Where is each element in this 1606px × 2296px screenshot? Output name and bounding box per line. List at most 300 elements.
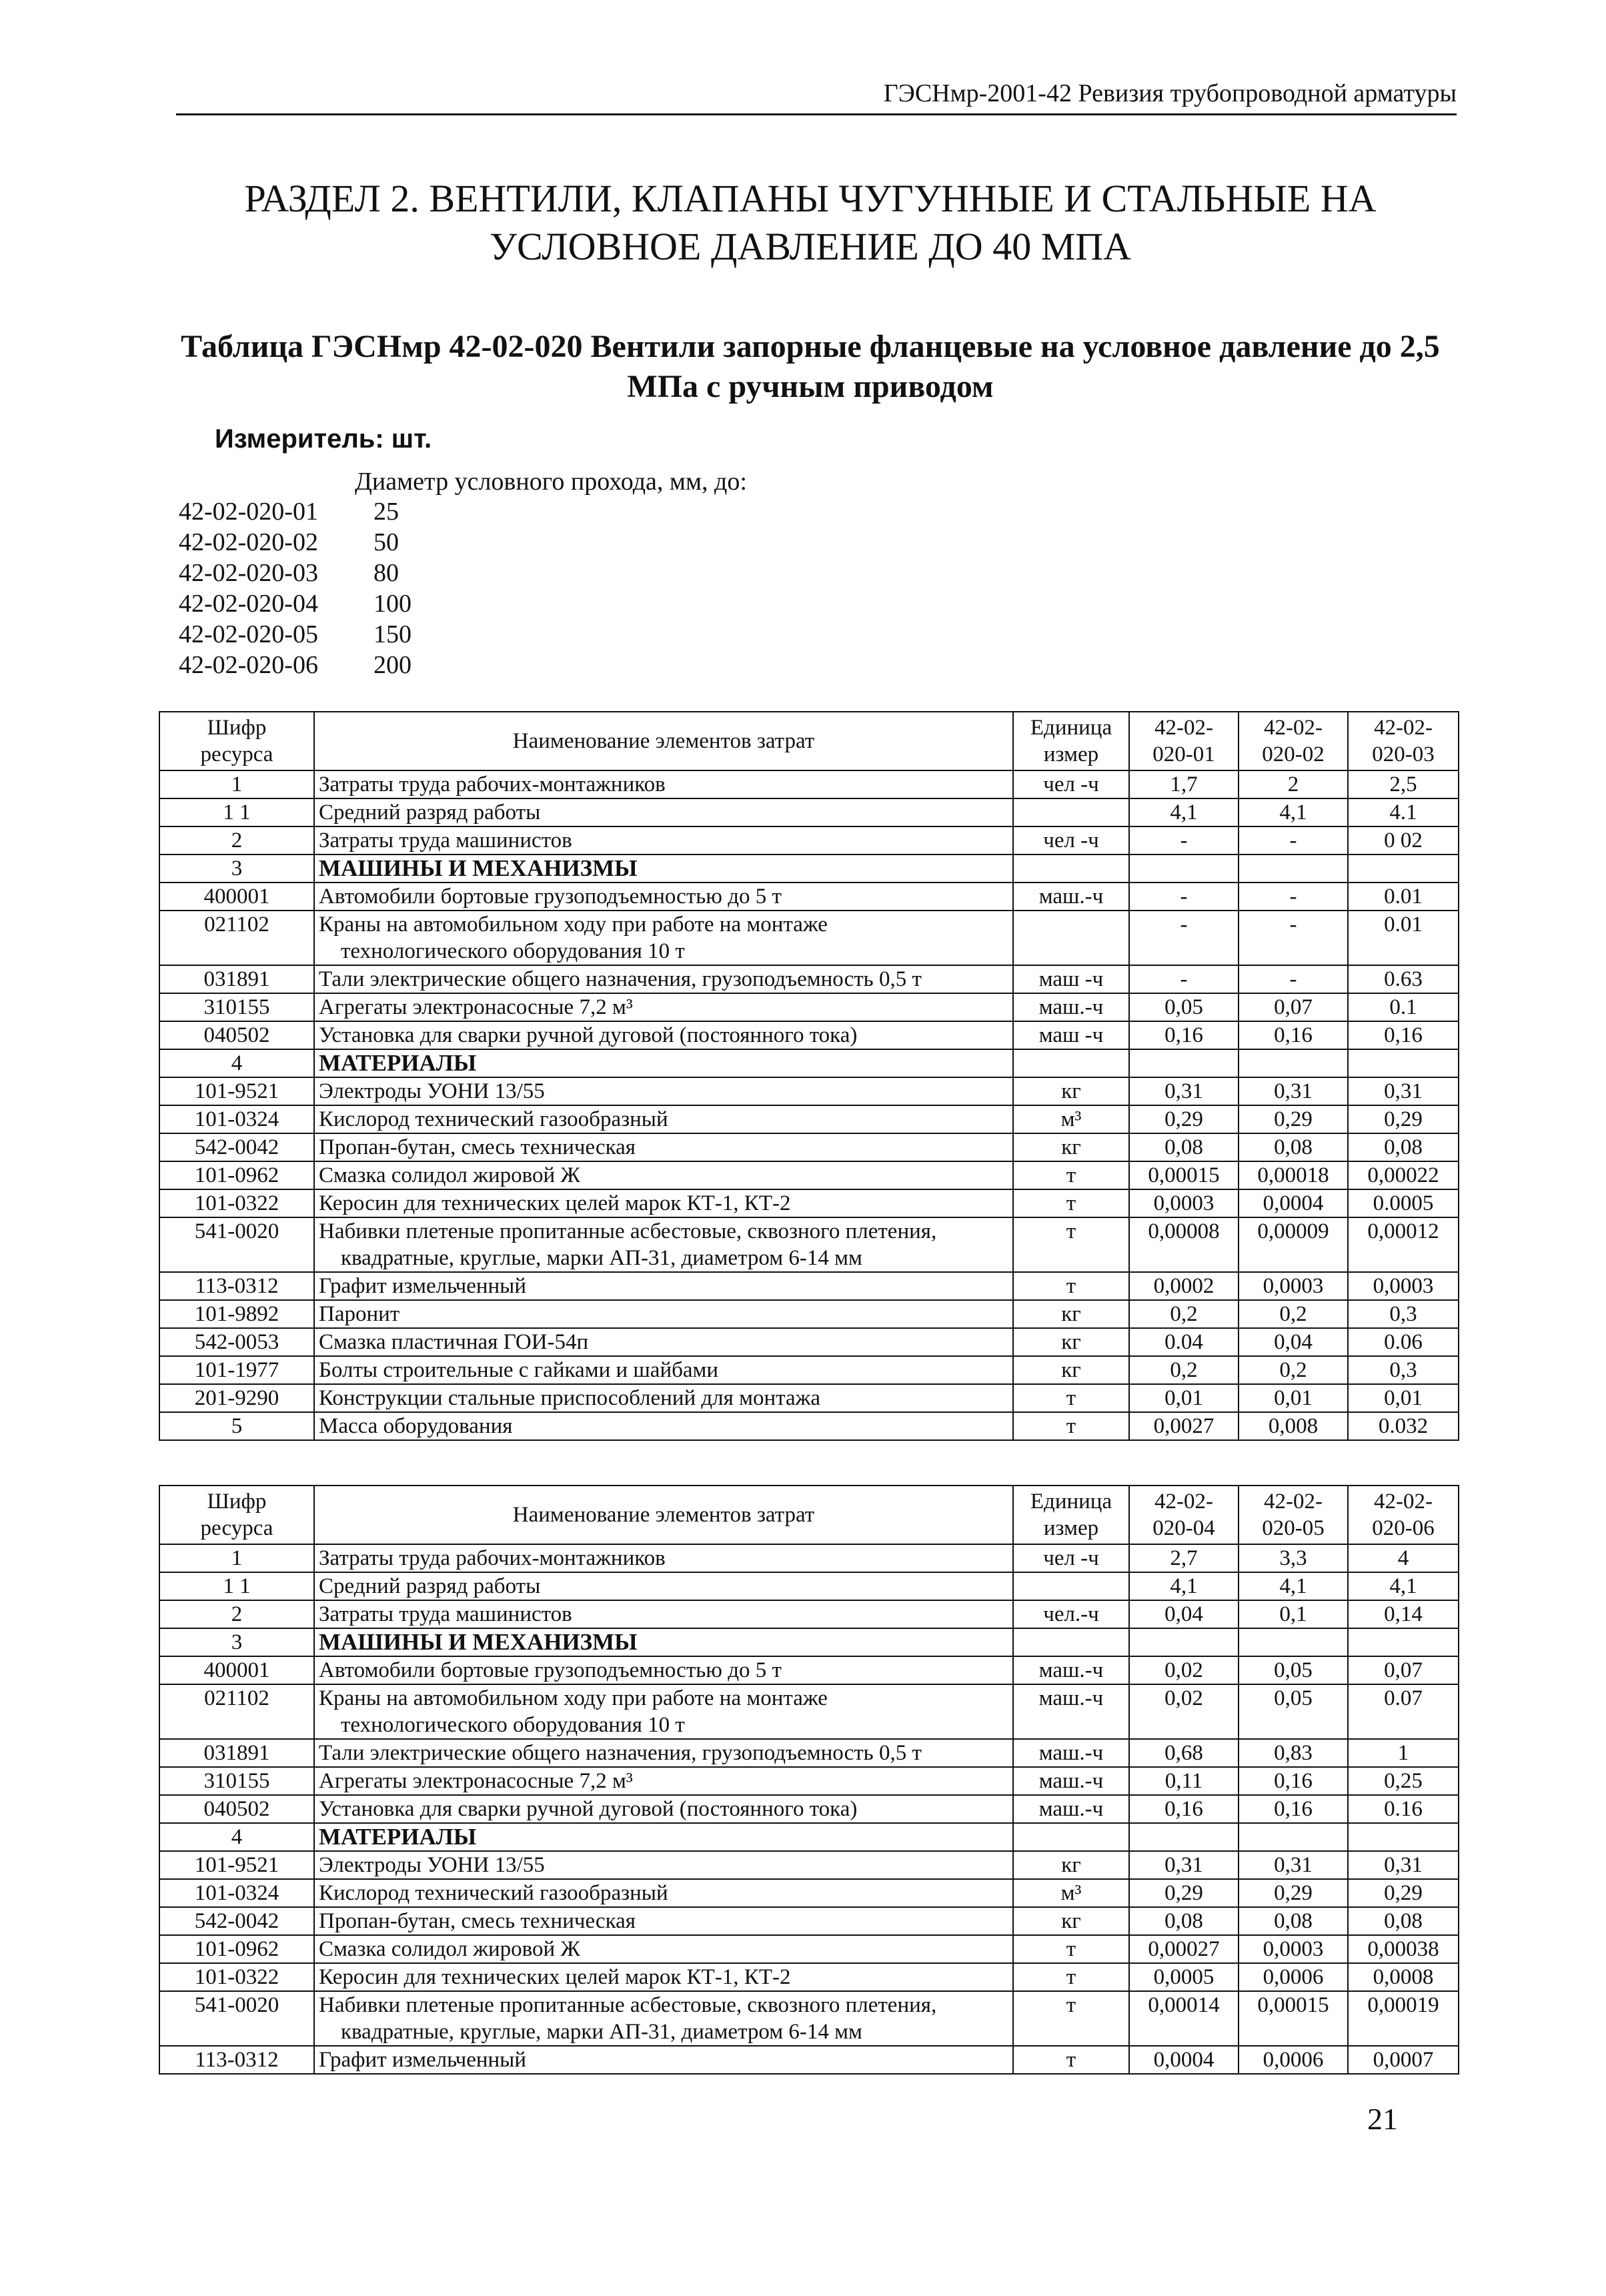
cost-element-name: МАШИНЫ И МЕХАНИЗМЫ	[314, 1628, 1013, 1656]
unit-cell: кг	[1013, 1300, 1129, 1328]
cost-element-name: Краны на автомобильном ходу при работе на монтаже технологического оборудования 10 т	[314, 911, 1013, 965]
column-header: 42-02- 020-06	[1348, 1486, 1459, 1544]
value-cell: 0 02	[1348, 826, 1459, 854]
value-cell: 0,08	[1129, 1133, 1239, 1161]
value-cell: 4,1	[1239, 798, 1348, 826]
unit-cell: маш -ч	[1013, 1021, 1129, 1049]
table-row	[159, 826, 1459, 854]
resource-table-1	[159, 711, 1459, 1441]
value-cell: -	[1239, 826, 1348, 854]
resource-code: 3	[159, 854, 314, 883]
value-cell	[1129, 1823, 1239, 1851]
diameter-caption: Диаметр условного прохода, мм, до:	[355, 468, 747, 496]
code-id: 42-02-020-03	[179, 559, 318, 587]
cost-element-name: Автомобили бортовые грузоподъемностью до 5 т	[314, 883, 1013, 911]
value-cell: 0,83	[1239, 1739, 1348, 1767]
resource-code: 031891	[159, 965, 314, 993]
table-row	[159, 1021, 1459, 1049]
code-row	[179, 650, 412, 680]
value-cell: 0,00014	[1129, 1991, 1239, 2046]
cost-element-name: Смазка солидол жировой Ж	[314, 1161, 1013, 1189]
unit-cell: т	[1013, 1161, 1129, 1189]
table-row	[159, 1189, 1459, 1217]
cost-element-name: Набивки плетеные пропитанные асбестовые, сквозного плетения, квадратные, круглые, марки АП-31, диаметром 6-14 мм	[314, 1217, 1013, 1272]
resource-code: 1	[159, 1544, 314, 1572]
unit-cell: чел -ч	[1013, 1544, 1129, 1572]
value-cell: 4,1	[1129, 1572, 1239, 1600]
cost-element-name: Затраты труда машинистов	[314, 826, 1013, 854]
unit-cell: кг	[1013, 1133, 1129, 1161]
value-cell: 4	[1348, 1544, 1459, 1572]
value-cell: 0.04	[1129, 1328, 1239, 1356]
cost-element-name: МАТЕРИАЛЫ	[314, 1823, 1013, 1851]
cost-element-name: Затраты труда рабочих-монтажников	[314, 770, 1013, 798]
value-cell: 0,25	[1348, 1767, 1459, 1795]
table-row	[159, 1739, 1459, 1767]
unit-cell	[1013, 854, 1129, 883]
value-cell: 0,01	[1348, 1384, 1459, 1412]
value-cell: 4,1	[1348, 1572, 1459, 1600]
value-cell: 0,02	[1129, 1656, 1239, 1684]
resource-code: 040502	[159, 1795, 314, 1823]
cost-element-name: Средний разряд работы	[314, 798, 1013, 826]
cost-element-name: Паронит	[314, 1300, 1013, 1328]
table-row	[159, 911, 1459, 965]
value-cell: -	[1129, 826, 1239, 854]
cost-element-name: Пропан-бутан, смесь техническая	[314, 1133, 1013, 1161]
table-row	[159, 1907, 1459, 1935]
value-cell: 0,00015	[1129, 1161, 1239, 1189]
table-row	[159, 1851, 1459, 1879]
table-row	[159, 965, 1459, 993]
cost-element-name: Агрегаты электронасосные 7,2 м³	[314, 1767, 1013, 1795]
cost-element-name: Средний разряд работы	[314, 1572, 1013, 1600]
value-cell: 0,00022	[1348, 1161, 1459, 1189]
table-row	[159, 1795, 1459, 1823]
value-cell: 0,29	[1348, 1105, 1459, 1133]
value-cell: 0,00019	[1348, 1991, 1459, 2046]
cost-element-name: Болты строительные с гайками и шайбами	[314, 1356, 1013, 1384]
resource-code: 031891	[159, 1739, 314, 1767]
code-value: 25	[373, 498, 399, 526]
code-id: 42-02-020-06	[179, 651, 318, 679]
resource-code: 101-0962	[159, 1935, 314, 1963]
value-cell: 0,0003	[1239, 1272, 1348, 1300]
value-cell: -	[1129, 965, 1239, 993]
value-cell: -	[1239, 965, 1348, 993]
resource-code: 101-0324	[159, 1879, 314, 1907]
table-row	[159, 1600, 1459, 1628]
resource-code: 1	[159, 770, 314, 798]
section-title	[160, 175, 1461, 271]
value-cell: 0,0003	[1129, 1189, 1239, 1217]
value-cell: 0,0004	[1239, 1189, 1348, 1217]
table-row	[159, 1991, 1459, 2046]
value-cell: 0,29	[1129, 1879, 1239, 1907]
value-cell: 2,5	[1348, 770, 1459, 798]
value-cell: 0,31	[1348, 1077, 1459, 1105]
unit-cell: маш -ч	[1013, 965, 1129, 993]
cost-element-name: Затраты труда рабочих-монтажников	[314, 1544, 1013, 1572]
value-cell: 0,00008	[1129, 1217, 1239, 1272]
value-cell	[1348, 1628, 1459, 1656]
table-row	[159, 798, 1459, 826]
table-section-row	[159, 1823, 1459, 1851]
resource-code: 040502	[159, 1021, 314, 1049]
cost-element-name: Набивки плетеные пропитанные асбестовые, сквозного плетения, квадратные, круглые, марки АП-31, диаметром 6-14 мм	[314, 1991, 1013, 2046]
cost-element-name: Агрегаты электронасосные 7,2 м³	[314, 993, 1013, 1021]
unit-cell: т	[1013, 1384, 1129, 1412]
unit-cell	[1013, 798, 1129, 826]
table-section-row	[159, 854, 1459, 883]
code-row	[179, 527, 412, 558]
code-value: 150	[373, 620, 412, 648]
code-list	[179, 496, 412, 680]
resource-code: 400001	[159, 883, 314, 911]
cost-element-name: Установка для сварки ручной дуговой (постоянного тока)	[314, 1795, 1013, 1823]
value-cell: 0,16	[1129, 1021, 1239, 1049]
resource-code: 021102	[159, 1684, 314, 1739]
cost-element-name: Электроды УОНИ 13/55	[314, 1077, 1013, 1105]
value-cell: 0,07	[1348, 1656, 1459, 1684]
cost-element-name: Графит измельченный	[314, 2046, 1013, 2074]
resource-code: 101-9521	[159, 1851, 314, 1879]
resource-code: 101-0322	[159, 1963, 314, 1991]
code-row	[179, 619, 412, 650]
table-title	[160, 327, 1461, 407]
value-cell: 0,008	[1239, 1412, 1348, 1440]
code-value: 100	[373, 590, 412, 618]
unit-cell: кг	[1013, 1907, 1129, 1935]
resource-code: 201-9290	[159, 1384, 314, 1412]
cost-element-name: Конструкции стальные приспособлений для монтажа	[314, 1384, 1013, 1412]
value-cell	[1239, 1628, 1348, 1656]
value-cell: 0,08	[1129, 1907, 1239, 1935]
table-row	[159, 1412, 1459, 1440]
value-cell: 0,2	[1129, 1356, 1239, 1384]
cost-element-name: Пропан-бутан, смесь техническая	[314, 1907, 1013, 1935]
value-cell: 0,00027	[1129, 1935, 1239, 1963]
value-cell: 0,0002	[1129, 1272, 1239, 1300]
table-row	[159, 1105, 1459, 1133]
value-cell: 0.1	[1348, 993, 1459, 1021]
unit-cell: чел.-ч	[1013, 1600, 1129, 1628]
column-header: Шифр ресурса	[159, 1486, 314, 1544]
value-cell: 0,2	[1129, 1300, 1239, 1328]
table-row	[159, 993, 1459, 1021]
value-cell: 0,0006	[1239, 1963, 1348, 1991]
value-cell: 0,31	[1239, 1851, 1348, 1879]
value-cell: 0,68	[1129, 1739, 1239, 1767]
value-cell	[1129, 1049, 1239, 1077]
resource-table-2	[159, 1485, 1459, 2075]
value-cell: -	[1239, 883, 1348, 911]
value-cell	[1239, 854, 1348, 883]
resource-code: 5	[159, 1412, 314, 1440]
column-header: 42-02- 020-05	[1239, 1486, 1348, 1544]
value-cell: 0.06	[1348, 1328, 1459, 1356]
table-row	[159, 1328, 1459, 1356]
value-cell: 0.01	[1348, 883, 1459, 911]
cost-element-name: Кислород технический газообразный	[314, 1879, 1013, 1907]
resource-code: 541-0020	[159, 1217, 314, 1272]
value-cell: 2,7	[1129, 1544, 1239, 1572]
measure-unit: Измеритель: шт.	[215, 424, 432, 454]
value-cell	[1239, 1049, 1348, 1077]
table-row	[159, 1077, 1459, 1105]
resource-code: 4	[159, 1049, 314, 1077]
value-cell: 3,3	[1239, 1544, 1348, 1572]
value-cell: 0,05	[1239, 1684, 1348, 1739]
resource-code: 113-0312	[159, 2046, 314, 2074]
unit-cell: т	[1013, 1963, 1129, 1991]
resource-code: 4	[159, 1823, 314, 1851]
value-cell: 0,29	[1239, 1879, 1348, 1907]
running-header: ГЭСНмр-2001-42 Ревизия трубопроводной арматуры	[176, 79, 1457, 115]
cost-element-name: Автомобили бортовые грузоподъемностью до 5 т	[314, 1656, 1013, 1684]
table-row	[159, 1572, 1459, 1600]
value-cell: 0,0007	[1348, 2046, 1459, 2074]
resource-code: 113-0312	[159, 1272, 314, 1300]
value-cell: 0,2	[1239, 1356, 1348, 1384]
value-cell	[1348, 854, 1459, 883]
resource-code: 101-1977	[159, 1356, 314, 1384]
value-cell: 0,29	[1129, 1105, 1239, 1133]
code-id: 42-02-020-02	[179, 528, 318, 556]
unit-cell	[1013, 1572, 1129, 1600]
value-cell: 0,0003	[1348, 1272, 1459, 1300]
column-header: Единица измер	[1013, 1486, 1129, 1544]
unit-cell: м³	[1013, 1879, 1129, 1907]
resource-code: 1 1	[159, 798, 314, 826]
value-cell: 0,05	[1239, 1656, 1348, 1684]
value-cell: 0,0005	[1129, 1963, 1239, 1991]
unit-cell	[1013, 1049, 1129, 1077]
value-cell: 2	[1239, 770, 1348, 798]
cost-element-name: Смазка пластичная ГОИ-54п	[314, 1328, 1013, 1356]
table-row	[159, 1217, 1459, 1272]
value-cell: 0,0006	[1239, 2046, 1348, 2074]
column-header: 42-02- 020-03	[1348, 712, 1459, 770]
column-header: Шифр ресурса	[159, 712, 314, 770]
unit-cell	[1013, 1823, 1129, 1851]
value-cell: -	[1239, 911, 1348, 965]
value-cell: 0,31	[1348, 1851, 1459, 1879]
unit-cell: маш.-ч	[1013, 1684, 1129, 1739]
unit-cell: т	[1013, 2046, 1129, 2074]
value-cell	[1348, 1049, 1459, 1077]
table-row	[159, 1684, 1459, 1739]
resource-code: 310155	[159, 1767, 314, 1795]
value-cell	[1348, 1823, 1459, 1851]
value-cell: 0,08	[1348, 1907, 1459, 1935]
unit-cell: кг	[1013, 1851, 1129, 1879]
value-cell: -	[1129, 911, 1239, 965]
resource-code: 542-0042	[159, 1133, 314, 1161]
column-header: Единица измер	[1013, 712, 1129, 770]
value-cell: 1	[1348, 1739, 1459, 1767]
table-row	[159, 1963, 1459, 1991]
unit-cell: кг	[1013, 1077, 1129, 1105]
value-cell: 0,00012	[1348, 1217, 1459, 1272]
code-value: 80	[373, 559, 399, 587]
code-id: 42-02-020-04	[179, 590, 318, 618]
table-header-row	[159, 712, 1459, 770]
unit-cell: маш.-ч	[1013, 1767, 1129, 1795]
value-cell: 0,0008	[1348, 1963, 1459, 1991]
value-cell: 0,3	[1348, 1356, 1459, 1384]
unit-cell: т	[1013, 1217, 1129, 1272]
unit-cell: маш.-ч	[1013, 883, 1129, 911]
value-cell: 0,08	[1239, 1133, 1348, 1161]
table-header-row	[159, 1486, 1459, 1544]
resource-code: 542-0053	[159, 1328, 314, 1356]
value-cell: 0.032	[1348, 1412, 1459, 1440]
table-row	[159, 770, 1459, 798]
value-cell: 0,08	[1348, 1133, 1459, 1161]
table-row	[159, 1767, 1459, 1795]
value-cell: 0,08	[1239, 1907, 1348, 1935]
value-cell: 0.63	[1348, 965, 1459, 993]
value-cell: 0,1	[1239, 1600, 1348, 1628]
cost-element-name: Краны на автомобильном ходу при работе на монтаже технологического оборудования 10 т	[314, 1684, 1013, 1739]
code-id: 42-02-020-05	[179, 620, 318, 648]
cost-element-name: Затраты труда машинистов	[314, 1600, 1013, 1628]
unit-cell: т	[1013, 1272, 1129, 1300]
value-cell: 0.16	[1348, 1795, 1459, 1823]
value-cell: 0,00018	[1239, 1161, 1348, 1189]
unit-cell: маш.-ч	[1013, 1795, 1129, 1823]
value-cell: 0,16	[1239, 1767, 1348, 1795]
value-cell	[1129, 854, 1239, 883]
unit-cell: м³	[1013, 1105, 1129, 1133]
table-section-row	[159, 1628, 1459, 1656]
resource-code: 2	[159, 826, 314, 854]
unit-cell	[1013, 911, 1129, 965]
section-title-line-2: УСЛОВНОЕ ДАВЛЕНИЕ ДО 40 МПА	[489, 225, 1132, 268]
unit-cell: т	[1013, 1189, 1129, 1217]
cost-element-name: Смазка солидол жировой Ж	[314, 1935, 1013, 1963]
table-row	[159, 1133, 1459, 1161]
value-cell: 0,01	[1239, 1384, 1348, 1412]
value-cell: 0,01	[1129, 1384, 1239, 1412]
resource-code: 101-0324	[159, 1105, 314, 1133]
value-cell: 0,31	[1239, 1077, 1348, 1105]
unit-cell: маш.-ч	[1013, 993, 1129, 1021]
value-cell: 0,31	[1129, 1851, 1239, 1879]
table-row	[159, 1384, 1459, 1412]
resource-code: 101-0322	[159, 1189, 314, 1217]
resource-code: 021102	[159, 911, 314, 965]
resource-code: 310155	[159, 993, 314, 1021]
resource-code: 400001	[159, 1656, 314, 1684]
table-title-line-1: Таблица ГЭСНмр 42-02-020 Вентили запорные фланцевые на условное давление до 2,5	[181, 329, 1440, 364]
column-header: Наименование элементов затрат	[314, 1486, 1013, 1544]
value-cell: 0,16	[1239, 1021, 1348, 1049]
value-cell: 0,0004	[1129, 2046, 1239, 2074]
unit-cell: чел -ч	[1013, 826, 1129, 854]
resource-code: 2	[159, 1600, 314, 1628]
value-cell: 0,04	[1239, 1328, 1348, 1356]
value-cell: 0,11	[1129, 1767, 1239, 1795]
resource-code: 1 1	[159, 1572, 314, 1600]
cost-element-name: Графит измельченный	[314, 1272, 1013, 1300]
value-cell: 0,29	[1239, 1105, 1348, 1133]
value-cell: 0,00009	[1239, 1217, 1348, 1272]
table-row	[159, 1879, 1459, 1907]
value-cell: 0.01	[1348, 911, 1459, 965]
unit-cell: кг	[1013, 1356, 1129, 1384]
unit-cell: т	[1013, 1935, 1129, 1963]
page-number: 21	[1367, 2102, 1398, 2136]
table-row	[159, 2046, 1459, 2074]
section-title-line-1: РАЗДЕЛ 2. ВЕНТИЛИ, КЛАПАНЫ ЧУГУННЫЕ И СТАЛЬНЫЕ НА	[244, 177, 1377, 220]
code-row	[179, 588, 412, 619]
value-cell: 0,16	[1239, 1795, 1348, 1823]
unit-cell	[1013, 1628, 1129, 1656]
value-cell: 0,02	[1129, 1684, 1239, 1739]
resource-code: 541-0020	[159, 1991, 314, 2046]
resource-code: 101-0962	[159, 1161, 314, 1189]
cost-element-name: МАТЕРИАЛЫ	[314, 1049, 1013, 1077]
column-header: 42-02- 020-01	[1129, 712, 1239, 770]
table-section-row	[159, 1049, 1459, 1077]
value-cell: 4,1	[1239, 1572, 1348, 1600]
code-row	[179, 558, 412, 588]
value-cell: 0,00015	[1239, 1991, 1348, 2046]
resource-code: 101-9521	[159, 1077, 314, 1105]
value-cell: 0.07	[1348, 1684, 1459, 1739]
value-cell: 1,7	[1129, 770, 1239, 798]
cost-element-name: Керосин для технических целей марок КТ-1, КТ-2	[314, 1963, 1013, 1991]
code-value: 50	[373, 528, 399, 556]
cost-element-name: Тали электрические общего назначения, грузоподъемность 0,5 т	[314, 1739, 1013, 1767]
code-value: 200	[373, 651, 412, 679]
value-cell	[1129, 1628, 1239, 1656]
value-cell: 0,16	[1129, 1795, 1239, 1823]
value-cell: 0,0003	[1239, 1935, 1348, 1963]
unit-cell: маш.-ч	[1013, 1656, 1129, 1684]
table-title-line-2: МПа с ручным приводом	[627, 369, 994, 404]
value-cell: 0,04	[1129, 1600, 1239, 1628]
cost-element-name: Кислород технический газообразный	[314, 1105, 1013, 1133]
unit-cell: чел -ч	[1013, 770, 1129, 798]
value-cell: 4.1	[1348, 798, 1459, 826]
resource-code: 3	[159, 1628, 314, 1656]
table-row	[159, 1656, 1459, 1684]
value-cell: 0,2	[1239, 1300, 1348, 1328]
resource-code: 542-0042	[159, 1907, 314, 1935]
table-row	[159, 1935, 1459, 1963]
table-row	[159, 1356, 1459, 1384]
unit-cell: кг	[1013, 1328, 1129, 1356]
cost-element-name: МАШИНЫ И МЕХАНИЗМЫ	[314, 854, 1013, 883]
code-row	[179, 496, 412, 527]
value-cell: 0,05	[1129, 993, 1239, 1021]
value-cell: 0,14	[1348, 1600, 1459, 1628]
value-cell: 0,00038	[1348, 1935, 1459, 1963]
resource-code: 101-9892	[159, 1300, 314, 1328]
value-cell: 0,29	[1348, 1879, 1459, 1907]
code-id: 42-02-020-01	[179, 498, 318, 526]
value-cell: 0,31	[1129, 1077, 1239, 1105]
column-header: Наименование элементов затрат	[314, 712, 1013, 770]
value-cell: 0.0005	[1348, 1189, 1459, 1217]
cost-element-name: Электроды УОНИ 13/55	[314, 1851, 1013, 1879]
column-header: 42-02- 020-04	[1129, 1486, 1239, 1544]
table-row	[159, 1300, 1459, 1328]
unit-cell: т	[1013, 1412, 1129, 1440]
